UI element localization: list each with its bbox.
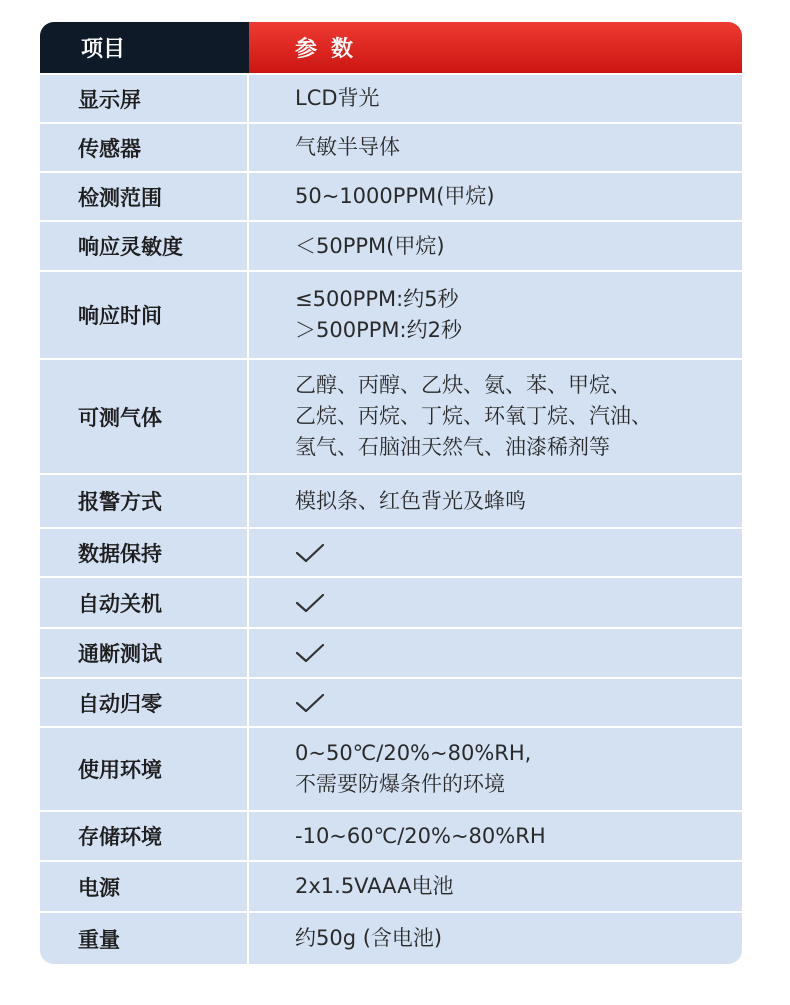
checkmark-icon	[295, 542, 325, 564]
row-value	[249, 728, 742, 810]
table-row	[40, 171, 742, 220]
row-key: 通断测试	[40, 629, 249, 677]
table-row	[40, 527, 742, 576]
row-value	[249, 360, 742, 473]
row-key: 响应时间	[40, 272, 249, 358]
row-key: 存储环境	[40, 812, 249, 860]
row-key: 响应灵敏度	[40, 222, 249, 270]
row-value-line: 0~50℃/20%~80%RH,	[295, 741, 532, 765]
row-value-line: ＜50PPM(甲烷)	[295, 233, 445, 258]
header-value-label: 参数	[249, 22, 742, 73]
row-value-line: 乙烷、丙烷、丁烷、环氧丁烷、汽油、	[295, 404, 652, 428]
table-row	[40, 627, 742, 677]
row-key: 使用环境	[40, 728, 249, 810]
row-value	[249, 862, 742, 911]
checkmark-icon	[295, 592, 325, 614]
row-value	[249, 75, 742, 122]
row-value-line: 50~1000PPM(甲烷)	[295, 184, 495, 208]
row-key: 报警方式	[40, 475, 249, 527]
table-row	[40, 358, 742, 473]
row-value	[249, 529, 742, 576]
row-value	[249, 913, 742, 964]
row-value	[249, 124, 742, 171]
table-row	[40, 473, 742, 527]
table-row	[40, 810, 742, 860]
table-row	[40, 122, 742, 171]
row-key: 自动关机	[40, 578, 249, 627]
row-value-line: -10~60℃/20%~80%RH	[295, 823, 546, 848]
row-value-line: ＞500PPM:约2秒	[295, 318, 462, 342]
row-value-line: 气敏半导体	[295, 135, 400, 159]
table-row	[40, 576, 742, 627]
checkmark-icon	[295, 642, 325, 664]
row-value-line: 模拟条、红色背光及蜂鸣	[295, 488, 526, 513]
row-key: 可测气体	[40, 360, 249, 473]
table-row	[40, 677, 742, 726]
row-key: 显示屏	[40, 75, 249, 122]
row-key: 数据保持	[40, 529, 249, 576]
row-value-line: 2x1.5VAAA电池	[295, 874, 454, 898]
row-value-line: 氢气、石脑油天然气、油漆稀剂等	[295, 435, 610, 459]
row-key: 传感器	[40, 124, 249, 171]
row-key: 电源	[40, 862, 249, 911]
row-value	[249, 578, 742, 627]
row-value-line: LCD背光	[295, 86, 380, 110]
row-value-line: ≤500PPM:约5秒	[295, 287, 459, 311]
checkmark-icon	[295, 692, 325, 714]
row-value	[249, 679, 742, 726]
row-value-line: 约50g (含电池)	[295, 926, 443, 950]
row-value	[249, 475, 742, 527]
table-header	[40, 22, 742, 73]
table-row	[40, 270, 742, 358]
row-key: 自动归零	[40, 679, 249, 726]
table-row	[40, 73, 742, 122]
row-value-line: 不需要防爆条件的环境	[295, 772, 505, 796]
row-key: 检测范围	[40, 173, 249, 220]
table-row	[40, 220, 742, 270]
header-key-label: 项目	[40, 22, 249, 73]
spec-table	[40, 22, 742, 964]
table-row	[40, 911, 742, 964]
row-value	[249, 272, 742, 358]
row-value	[249, 812, 742, 860]
row-value	[249, 629, 742, 677]
row-key: 重量	[40, 913, 249, 964]
row-value	[249, 222, 742, 270]
table-row	[40, 860, 742, 911]
table-row	[40, 726, 742, 810]
row-value	[249, 173, 742, 220]
row-value-line: 乙醇、丙醇、乙炔、氨、苯、甲烷、	[295, 373, 631, 397]
